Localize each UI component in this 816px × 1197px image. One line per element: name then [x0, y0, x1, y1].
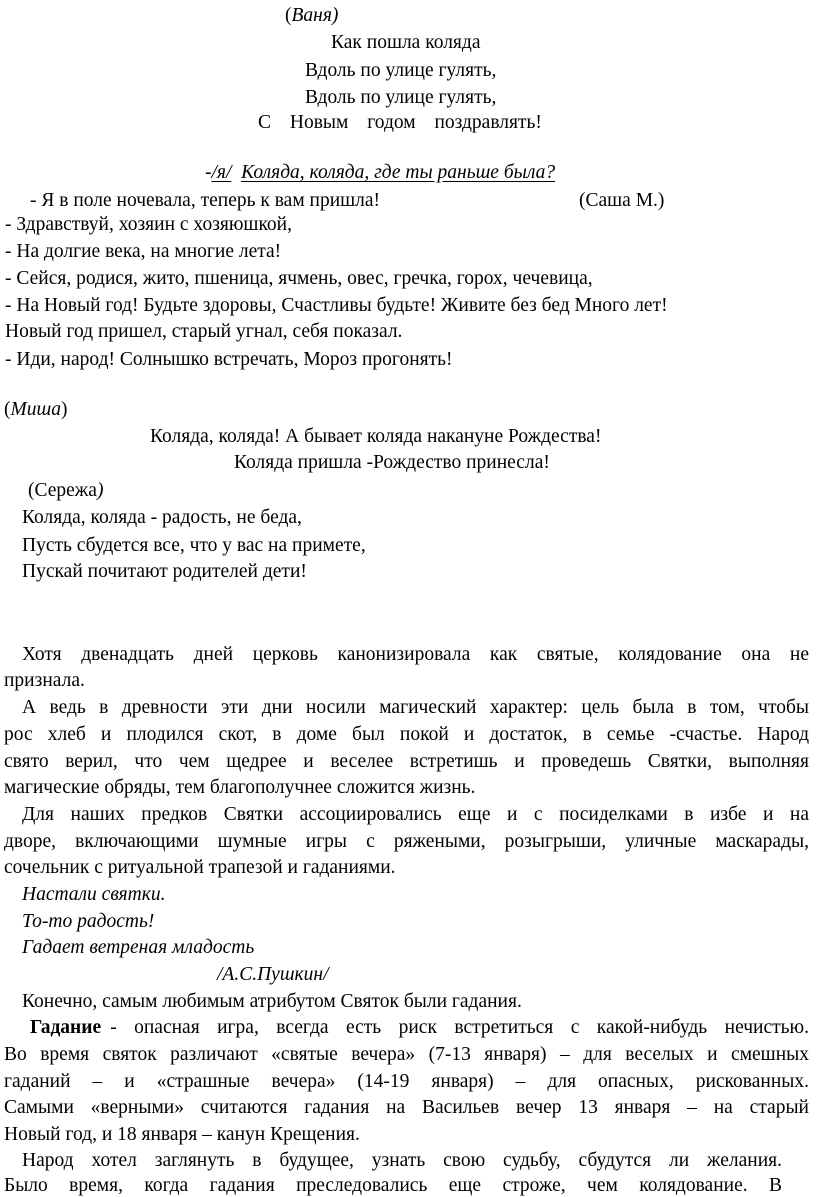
verse-line: С Новым годом поздравлять! — [258, 112, 542, 133]
speaker-sasha: (Саша М.) — [579, 190, 665, 211]
verse-line: Коляда пришла -Рождество принесла! — [234, 452, 550, 473]
line-field: - Я в поле ночевала, теперь к вам пришла! — [30, 190, 381, 211]
paragraph-line: А ведь в древности эти дни носили магический характер: цель была в том, чтобы — [22, 697, 809, 718]
speaker-serezha: (Сережа) — [28, 480, 104, 501]
poem-author: /А.С.Пушкин/ — [217, 964, 329, 985]
verse-line: Вдоль по улице гулять, — [305, 60, 497, 81]
dialogue-line: - На долгие века, на многие лета! — [5, 241, 282, 262]
verse-line: Пускай почитают родителей дети! — [22, 561, 307, 582]
paragraph-line: гаданий – и «страшные вечера» (14-19 января) – для опасных, рискованных. — [4, 1071, 809, 1092]
dialogue-line: - На Новый год! Будьте здоровы, Счастливы будьте! Живите без бед Много лет! — [5, 295, 668, 316]
paragraph-line: Народ хотел заглянуть в будущее, узнать свою судьбу, сбудутся ли желания. — [22, 1150, 782, 1171]
poem-line: Настали святки. — [22, 884, 166, 905]
speaker-misha: (Миша) — [4, 399, 68, 420]
dialogue-line: - Иди, народ! Солнышко встречать, Мороз прогонять! — [5, 349, 453, 370]
verse-line: Коляда, коляда - радость, не беда, — [22, 507, 302, 528]
paragraph-line: Хотя двенадцать дней церковь канонизировала как святые, колядование она не — [22, 644, 809, 665]
paragraph-line: Во время святок различают «святые вечера» (7-13 января) – для веселых и смешных — [4, 1044, 809, 1065]
paragraph-line: Новый год, и 18 января – канун Крещения. — [4, 1124, 360, 1145]
verse-line: Пусть сбудется все, что у вас на примете, — [22, 535, 366, 556]
dialogue-line: - Сейся, родися, жито, пшеница, ячмень, овес, гречка, горох, чечевица, — [5, 268, 593, 289]
paragraph-line: Для наших предков Святки ассоциировались еще и с посиделками в избе и на — [22, 804, 809, 825]
verse-line: Как пошла коляда — [331, 32, 481, 53]
paragraph-line: дворе, включающими шумные игры с ряжеными, розыгрыши, уличные маскарады, — [4, 831, 809, 852]
poem-line: Гадает ветреная младость — [22, 937, 255, 958]
paragraph-line: Было время, когда гадания преследовались еще строже, чем колядование. В — [4, 1175, 782, 1196]
paragraph-line: Конечно, самым любимым атрибутом Святок были гадания. — [22, 991, 522, 1012]
paragraph-line: признала. — [4, 670, 85, 691]
term-gadanie: Гадание — [30, 1017, 102, 1038]
paragraph-line: свято верил, что чем щедрее и веселее встретишь и проведешь Святки, выполняя — [4, 751, 809, 772]
paragraph-line: сочельник с ритуальной трапезой и гаданиями. — [4, 857, 396, 878]
paragraph-line: Гадание - опасная игра, всегда есть риск встретиться с какой-нибудь нечистью. — [30, 1017, 809, 1038]
paragraph-line: магические обряды, тем благополучнее сложится жизнь. — [4, 777, 476, 798]
verse-line: Вдоль по улице гулять, — [305, 87, 497, 108]
verse-line: Коляда, коляда! А бывает коляда накануне Рождества! — [150, 426, 602, 447]
paragraph-line: рос хлеб и плодился скот, в доме был покой и достаток, в семье -счастье. Народ — [4, 724, 809, 745]
chorus-line: -/я/ Коляда, коляда, где ты раньше была? — [205, 162, 556, 183]
poem-line: То-то радость! — [22, 911, 155, 932]
speaker-vanya: (Ваня) — [285, 5, 339, 26]
dialogue-line: Новый год пришел, старый угнал, себя показал. — [5, 321, 403, 342]
paragraph-line: Самыми «верными» считаются гадания на Васильев вечер 13 января – на старый — [4, 1097, 809, 1118]
dialogue-line: - Здравствуй, хозяин с хозяюшкой, — [5, 214, 292, 235]
